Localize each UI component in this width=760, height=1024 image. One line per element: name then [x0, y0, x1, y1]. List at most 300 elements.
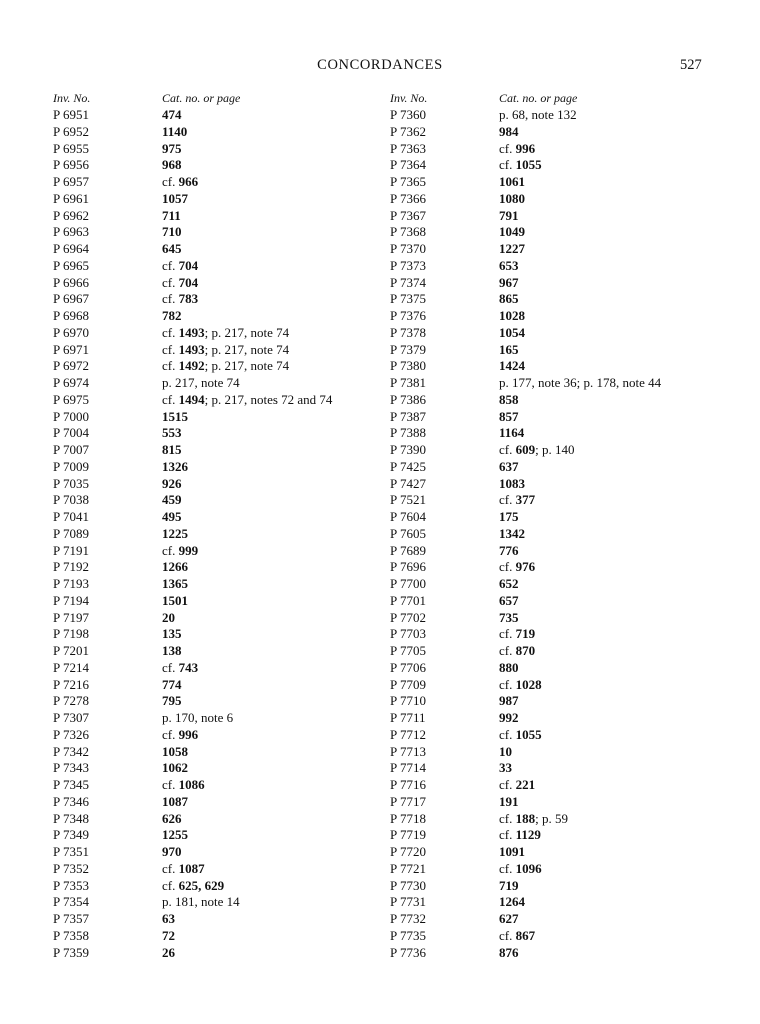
- reference-text: ; p. 217, notes 72 and 74: [204, 391, 333, 407]
- catalogue-reference: [162, 476, 182, 493]
- concordance-row: [390, 610, 730, 627]
- reference-text: cf.: [162, 324, 179, 340]
- catalogue-number: 1266: [162, 559, 188, 575]
- inventory-number: P 7604: [390, 509, 426, 524]
- catalogue-number: 782: [162, 308, 182, 323]
- inventory-number: P 7365: [390, 174, 426, 189]
- catalogue-reference: [162, 258, 198, 275]
- reference-text: cf.: [499, 626, 516, 642]
- catalogue-reference: [162, 911, 175, 928]
- concordance-row: [53, 409, 393, 426]
- catalogue-reference: [499, 677, 542, 694]
- catalogue-number: 175: [499, 509, 519, 524]
- catalogue-reference: [162, 727, 198, 744]
- inventory-number: P 7716: [390, 777, 426, 792]
- catalogue-reference: [499, 375, 661, 392]
- catalogue-number: 609: [515, 442, 536, 457]
- reference-text: cf.: [499, 676, 516, 692]
- catalogue-reference: [499, 191, 525, 208]
- catalogue-number: 1096: [515, 860, 542, 876]
- inventory-number: P 7359: [53, 944, 89, 960]
- catalogue-reference: [162, 107, 182, 124]
- reference-text: ; p. 140: [535, 442, 575, 457]
- catalogue-number: 1049: [499, 224, 525, 240]
- concordance-row: [390, 442, 730, 459]
- inventory-number: P 7735: [390, 927, 426, 943]
- catalogue-number: 870: [515, 643, 536, 658]
- concordance-row: [53, 241, 393, 258]
- concordance-row: [390, 643, 730, 660]
- concordance-row: [390, 509, 730, 526]
- catalogue-number: 33: [499, 760, 512, 776]
- concordance-row: [390, 526, 730, 543]
- catalogue-reference: [499, 811, 568, 828]
- inventory-number: P 7007: [53, 442, 89, 457]
- inventory-number: P 6975: [53, 391, 89, 407]
- catalogue-number: 976: [515, 559, 536, 575]
- concordance-row: [390, 459, 730, 476]
- cat-no-header: Cat. no. or page: [499, 91, 578, 105]
- inventory-number: P 6970: [53, 324, 89, 340]
- catalogue-reference: [162, 677, 182, 694]
- reference-text: cf.: [499, 777, 516, 792]
- concordance-row: [390, 794, 730, 811]
- concordance-row: [390, 593, 730, 610]
- concordance-row: [53, 844, 393, 861]
- inventory-number: P 7732: [390, 911, 426, 926]
- concordance-row: [390, 894, 730, 911]
- catalogue-number: 1028: [515, 676, 542, 692]
- inventory-number: P 7197: [53, 609, 89, 625]
- concordance-row: [53, 291, 393, 308]
- catalogue-number: 459: [162, 492, 182, 508]
- reference-text: cf.: [162, 877, 179, 893]
- catalogue-number: 1062: [162, 760, 188, 776]
- page-number: 527: [680, 57, 702, 73]
- inventory-number: P 7194: [53, 592, 89, 608]
- concordance-row: [53, 643, 393, 660]
- catalogue-number: 711: [162, 207, 181, 223]
- catalogue-reference: [499, 476, 525, 493]
- catalogue-number: 1515: [162, 408, 188, 424]
- concordance-row: [53, 308, 393, 325]
- concordance-row: [390, 861, 730, 878]
- reference-text: p. 68, note 132: [499, 107, 577, 122]
- catalogue-reference: [499, 928, 535, 945]
- catalogue-reference: [499, 141, 535, 158]
- concordance-row: [53, 693, 393, 710]
- concordance-column-left: [53, 90, 393, 961]
- catalogue-reference: [499, 459, 519, 476]
- inventory-number: P 7714: [390, 760, 426, 776]
- catalogue-reference: [162, 492, 182, 509]
- catalogue-reference: [162, 358, 289, 375]
- catalogue-reference: [499, 392, 519, 409]
- inventory-number: P 7278: [53, 693, 89, 709]
- inventory-number: P 7717: [390, 793, 426, 809]
- catalogue-number: 1493: [178, 324, 205, 340]
- inventory-number: P 6951: [53, 107, 89, 122]
- catalogue-reference: [499, 710, 519, 727]
- inventory-number: P 7367: [390, 207, 426, 223]
- catalogue-reference: [499, 693, 519, 710]
- catalogue-reference: [499, 442, 574, 459]
- concordance-row: [53, 894, 393, 911]
- catalogue-number: 865: [499, 291, 519, 307]
- reference-text: cf.: [499, 643, 516, 658]
- catalogue-number: 1227: [499, 241, 525, 256]
- concordance-row: [53, 727, 393, 744]
- inventory-number: P 7521: [390, 492, 426, 508]
- concordance-row: [390, 844, 730, 861]
- concordance-row: [390, 275, 730, 292]
- concordance-row: [53, 509, 393, 526]
- catalogue-number: 1494: [178, 391, 205, 407]
- inventory-number: P 6965: [53, 257, 89, 273]
- catalogue-number: 63: [162, 911, 175, 926]
- inventory-number: P 7605: [390, 525, 426, 541]
- catalogue-reference: [499, 258, 519, 275]
- catalogue-reference: [499, 844, 525, 861]
- inventory-number: P 6966: [53, 274, 89, 290]
- catalogue-number: 652: [499, 576, 519, 591]
- catalogue-reference: [499, 727, 542, 744]
- concordance-row: [53, 576, 393, 593]
- catalogue-number: 858: [499, 391, 519, 407]
- catalogue-number: 1061: [499, 174, 525, 189]
- reference-text: cf.: [162, 257, 179, 273]
- inventory-number: P 7379: [390, 341, 426, 357]
- catalogue-reference: [162, 928, 175, 945]
- concordance-row: [390, 827, 730, 844]
- inventory-number: P 7307: [53, 710, 89, 725]
- catalogue-number: 880: [499, 659, 519, 675]
- reference-text: cf.: [162, 358, 179, 374]
- cat-no-header: Cat. no. or page: [162, 91, 241, 105]
- catalogue-number: 1057: [162, 190, 188, 206]
- inventory-number: P 7343: [53, 760, 89, 776]
- column-header: [390, 90, 730, 107]
- concordance-row: [390, 375, 730, 392]
- catalogue-number: 1264: [499, 894, 525, 910]
- reference-text: p. 170, note 6: [162, 710, 234, 725]
- inventory-number: P 7362: [390, 123, 426, 139]
- catalogue-reference: [162, 325, 289, 342]
- concordance-row: [53, 677, 393, 694]
- catalogue-reference: [499, 610, 519, 627]
- concordance-row: [390, 744, 730, 761]
- inventory-number: P 7425: [390, 458, 426, 474]
- inventory-number: P 7713: [390, 743, 426, 759]
- concordance-row: [390, 911, 730, 928]
- concordance-row: [53, 526, 393, 543]
- catalogue-number: 1028: [499, 308, 525, 323]
- concordance-row: [53, 124, 393, 141]
- catalogue-number: 735: [499, 609, 519, 625]
- catalogue-number: 474: [162, 107, 182, 122]
- inventory-number: P 7711: [390, 710, 426, 725]
- reference-text: cf.: [499, 140, 516, 156]
- catalogue-number: 26: [162, 944, 175, 960]
- inventory-number: P 7380: [390, 358, 426, 374]
- catalogue-number: 1164: [499, 425, 525, 441]
- catalogue-number: 1424: [499, 358, 525, 374]
- inventory-number: P 7375: [390, 291, 426, 307]
- catalogue-number: 970: [162, 844, 182, 859]
- concordance-row: [53, 358, 393, 375]
- concordance-row: [53, 141, 393, 158]
- concordance-row: [390, 777, 730, 794]
- catalogue-reference: [162, 861, 205, 878]
- concordance-row: [53, 794, 393, 811]
- catalogue-reference: [499, 241, 525, 258]
- catalogue-number: 221: [515, 777, 536, 792]
- catalogue-number: 1501: [162, 592, 188, 608]
- reference-text: cf.: [162, 777, 179, 792]
- inventory-number: P 7192: [53, 559, 89, 575]
- catalogue-reference: [499, 760, 512, 777]
- catalogue-reference: [162, 710, 233, 727]
- catalogue-reference: [499, 827, 541, 844]
- catalogue-number: 867: [515, 927, 536, 943]
- concordance-row: [53, 878, 393, 895]
- inventory-number: P 7342: [53, 743, 89, 759]
- catalogue-reference: [499, 275, 519, 292]
- concordance-row: [390, 660, 730, 677]
- concordance-row: [53, 174, 393, 191]
- catalogue-number: 10: [499, 743, 512, 759]
- inventory-number: P 7360: [390, 107, 426, 122]
- catalogue-reference: [162, 894, 240, 911]
- inventory-number: P 6952: [53, 123, 89, 139]
- reference-text: cf.: [162, 391, 179, 407]
- inventory-number: P 7346: [53, 793, 89, 809]
- catalogue-number: 857: [499, 408, 519, 424]
- inventory-number: P 6974: [53, 375, 89, 390]
- concordance-row: [53, 827, 393, 844]
- catalogue-number: 1058: [162, 743, 188, 759]
- catalogue-reference: [162, 794, 188, 811]
- inventory-number: P 6961: [53, 190, 89, 206]
- reference-text: cf.: [162, 291, 179, 307]
- reference-text: cf.: [162, 726, 179, 742]
- inv-no-header: Inv. No.: [53, 91, 91, 105]
- catalogue-reference: [499, 291, 519, 308]
- catalogue-reference: [162, 224, 182, 241]
- catalogue-number: 966: [178, 174, 199, 189]
- catalogue-number: 774: [162, 676, 182, 692]
- inventory-number: P 7702: [390, 609, 426, 625]
- reference-text: cf.: [499, 860, 516, 876]
- concordance-row: [390, 677, 730, 694]
- catalogue-number: 815: [162, 442, 182, 457]
- concordance-row: [53, 559, 393, 576]
- catalogue-number: 984: [499, 123, 519, 139]
- catalogue-number: 1342: [499, 525, 525, 541]
- catalogue-reference: [162, 610, 175, 627]
- reference-text: cf.: [499, 827, 516, 843]
- catalogue-reference: [499, 342, 519, 359]
- inventory-number: P 7326: [53, 726, 89, 742]
- catalogue-reference: [499, 559, 535, 576]
- column-header: [53, 90, 393, 107]
- inventory-number: P 7381: [390, 375, 426, 390]
- catalogue-number: 704: [178, 274, 199, 290]
- concordance-row: [390, 208, 730, 225]
- concordance-row: [53, 610, 393, 627]
- catalogue-reference: [499, 425, 524, 442]
- catalogue-number: 710: [162, 224, 182, 240]
- concordance-row: [53, 811, 393, 828]
- reference-text: cf.: [499, 492, 516, 508]
- catalogue-reference: [162, 543, 198, 560]
- concordance-row: [53, 107, 393, 124]
- catalogue-number: 992: [499, 710, 519, 725]
- concordance-row: [390, 811, 730, 828]
- inventory-number: P 7363: [390, 140, 426, 156]
- catalogue-reference: [162, 342, 289, 359]
- catalogue-reference: [162, 643, 182, 660]
- catalogue-reference: [162, 375, 240, 392]
- catalogue-reference: [162, 559, 188, 576]
- catalogue-number: 626: [162, 810, 182, 826]
- catalogue-reference: [499, 777, 535, 794]
- catalogue-number: 1083: [499, 475, 525, 491]
- concordance-row: [53, 945, 393, 962]
- inventory-number: P 7720: [390, 844, 426, 859]
- concordance-row: [53, 777, 393, 794]
- reference-text: p. 181, note 14: [162, 894, 240, 910]
- catalogue-reference: [162, 777, 205, 794]
- concordance-row: [53, 325, 393, 342]
- inventory-number: P 7712: [390, 726, 426, 742]
- inventory-number: P 7041: [53, 509, 89, 524]
- catalogue-number: 1492: [178, 358, 205, 374]
- catalogue-number: 135: [162, 626, 182, 642]
- reference-text: cf.: [162, 542, 179, 558]
- reference-text: cf.: [499, 157, 516, 173]
- concordance-row: [53, 425, 393, 442]
- inventory-number: P 7345: [53, 777, 89, 792]
- catalogue-reference: [499, 576, 519, 593]
- inventory-number: P 7696: [390, 559, 426, 575]
- concordance-row: [390, 358, 730, 375]
- inventory-number: P 7364: [390, 157, 426, 173]
- catalogue-number: 653: [499, 257, 519, 273]
- catalogue-number: 967: [499, 274, 519, 290]
- inventory-number: P 7349: [53, 827, 89, 843]
- catalogue-reference: [162, 442, 182, 459]
- catalogue-number: 1326: [162, 458, 188, 474]
- inventory-number: P 6963: [53, 224, 89, 240]
- catalogue-reference: [499, 124, 519, 141]
- catalogue-reference: [162, 174, 198, 191]
- inventory-number: P 7201: [53, 643, 89, 658]
- inventory-number: P 7703: [390, 626, 426, 642]
- catalogue-reference: [162, 744, 188, 761]
- catalogue-number: 1365: [162, 576, 188, 591]
- catalogue-reference: [162, 526, 188, 543]
- inventory-number: P 7191: [53, 542, 89, 558]
- inventory-number: P 7357: [53, 911, 89, 926]
- catalogue-number: 1493: [178, 341, 205, 357]
- concordance-row: [53, 626, 393, 643]
- catalogue-reference: [162, 275, 198, 292]
- catalogue-number: 1091: [499, 844, 525, 859]
- concordance-row: [53, 660, 393, 677]
- catalogue-number: 743: [178, 659, 199, 675]
- concordance-row: [390, 258, 730, 275]
- inventory-number: P 7731: [390, 894, 426, 910]
- inventory-number: P 7373: [390, 257, 426, 273]
- concordance-row: [53, 593, 393, 610]
- catalogue-reference: [162, 409, 188, 426]
- catalogue-number: 719: [515, 626, 536, 642]
- inventory-number: P 7354: [53, 894, 89, 910]
- catalogue-reference: [162, 844, 182, 861]
- catalogue-number: 1255: [162, 827, 188, 843]
- catalogue-reference: [162, 141, 182, 158]
- catalogue-reference: [499, 878, 519, 895]
- inventory-number: P 6967: [53, 291, 89, 307]
- catalogue-reference: [499, 325, 525, 342]
- concordance-row: [53, 392, 393, 409]
- catalogue-reference: [162, 241, 182, 258]
- reference-text: p. 177, note 36; p. 178, note 44: [499, 375, 662, 390]
- reference-text: cf.: [499, 442, 516, 457]
- concordance-row: [53, 375, 393, 392]
- concordance-row: [390, 325, 730, 342]
- concordance-row: [390, 878, 730, 895]
- catalogue-reference: [162, 124, 187, 141]
- concordance-row: [53, 928, 393, 945]
- concordance-row: [390, 191, 730, 208]
- catalogue-number: 795: [162, 693, 182, 709]
- catalogue-number: 1054: [499, 324, 525, 340]
- catalogue-reference: [499, 492, 535, 509]
- catalogue-reference: [162, 693, 182, 710]
- inventory-number: P 7038: [53, 492, 89, 508]
- catalogue-number: 627: [499, 911, 519, 926]
- catalogue-reference: [162, 593, 188, 610]
- concordance-row: [53, 710, 393, 727]
- inventory-number: P 7368: [390, 224, 426, 240]
- inventory-number: P 6968: [53, 308, 89, 323]
- concordance-row: [53, 208, 393, 225]
- catalogue-reference: [499, 593, 519, 610]
- inventory-number: P 7089: [53, 525, 89, 541]
- concordance-row: [390, 174, 730, 191]
- reference-text: cf.: [162, 341, 179, 357]
- catalogue-reference: [499, 509, 519, 526]
- concordance-row: [53, 459, 393, 476]
- catalogue-number: 987: [499, 693, 519, 709]
- concordance-row: [390, 559, 730, 576]
- catalogue-number: 975: [162, 140, 182, 156]
- inventory-number: P 7388: [390, 425, 426, 441]
- inventory-number: P 7719: [390, 827, 426, 843]
- catalogue-reference: [499, 224, 525, 241]
- catalogue-number: 165: [499, 341, 519, 357]
- reference-text: cf.: [162, 174, 179, 189]
- catalogue-number: 1080: [499, 190, 525, 206]
- concordance-row: [53, 760, 393, 777]
- catalogue-number: 1055: [515, 157, 542, 173]
- catalogue-number: 719: [499, 877, 519, 893]
- concordance-row: [53, 342, 393, 359]
- inventory-number: P 6957: [53, 174, 89, 189]
- catalogue-number: 495: [162, 509, 182, 524]
